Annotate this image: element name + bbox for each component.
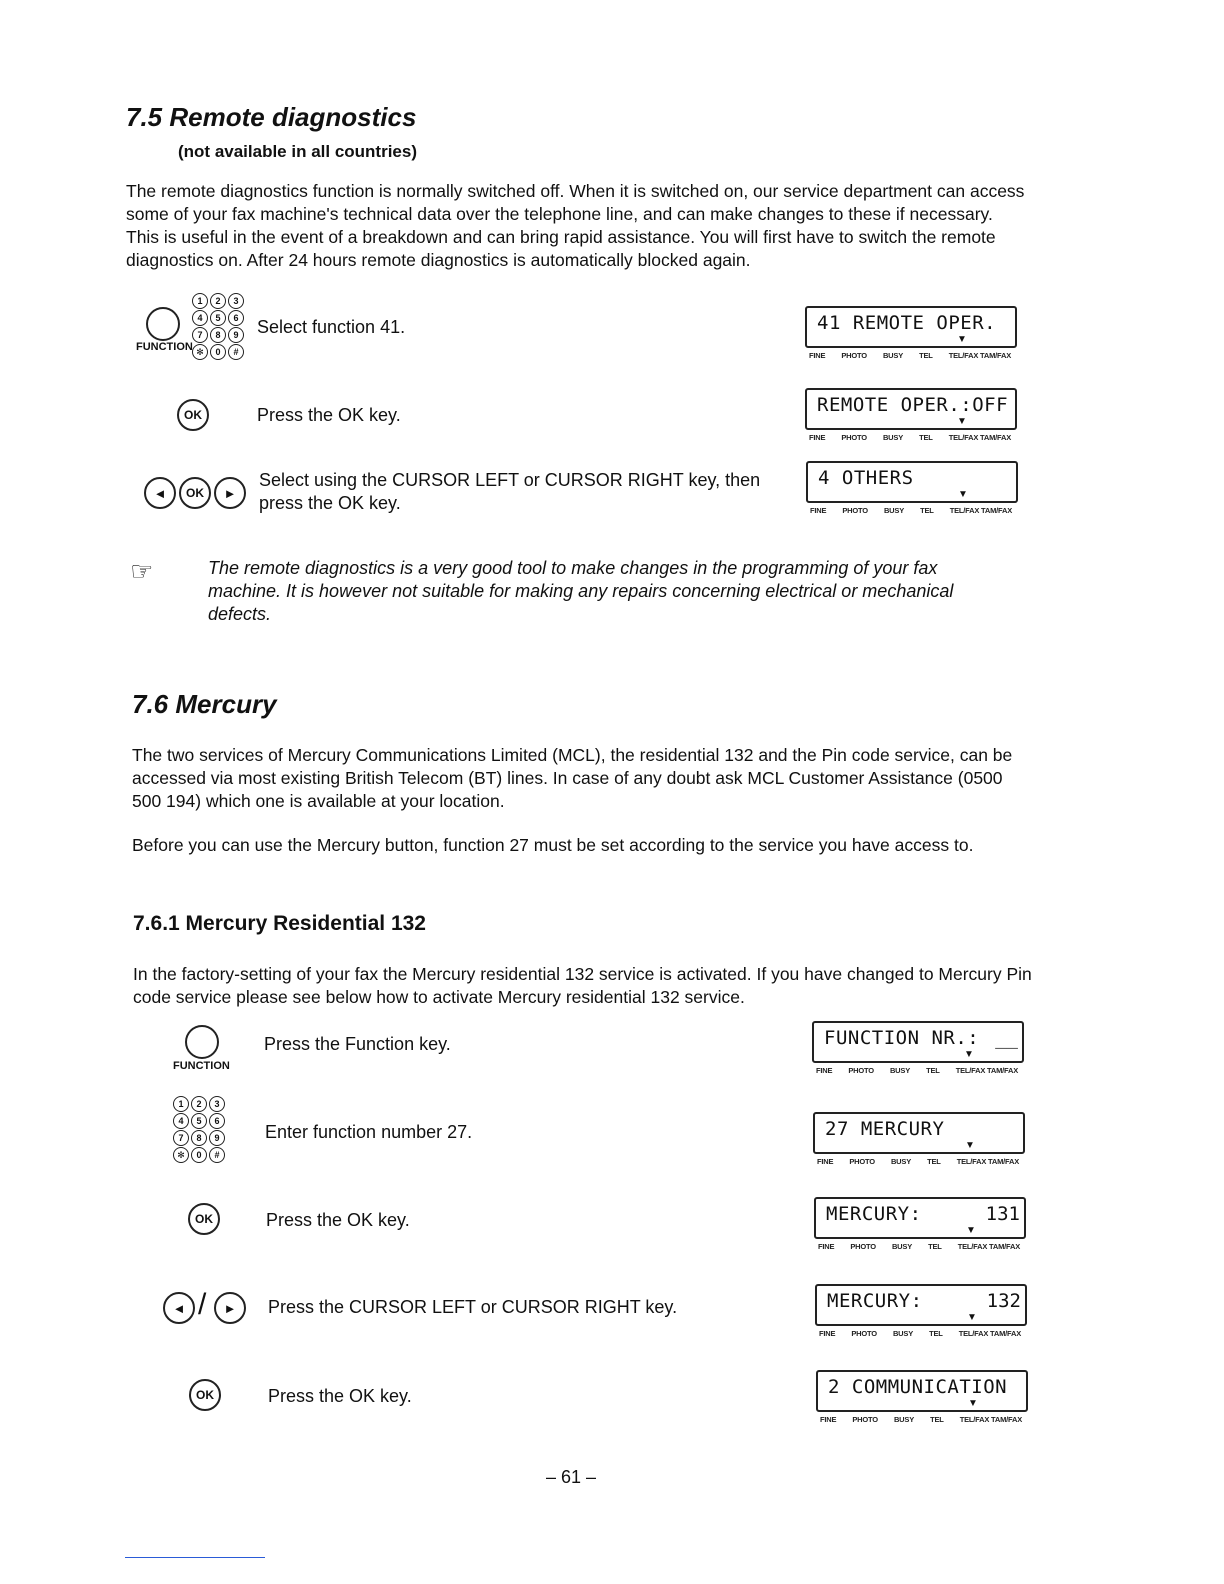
- cursor-left-icon: ◄: [163, 1292, 195, 1324]
- lcd-display: [813, 1112, 1025, 1166]
- section-7-6-title: 7.6 Mercury: [132, 689, 277, 719]
- function-key-label: FUNCTION: [136, 341, 193, 353]
- section-7-6-para1: The two services of Mercury Communications Limited (MCL), the residential 132 and the Pin code service, can be accessed via most existing British Telecom (BT) lines. In case of any doubt ask MCL Customer Assistance (0500 500 194) which one is available at your location.: [132, 745, 1013, 811]
- keypad-key: 1: [192, 293, 208, 309]
- lcd-text: 2 COMMUNICATION: [828, 1376, 1008, 1398]
- step-text: Press the OK key.: [266, 1210, 410, 1230]
- keypad-key: 5: [191, 1113, 207, 1129]
- lcd-arrow-icon: ▼: [965, 1140, 975, 1151]
- lcd-display: [815, 1284, 1027, 1338]
- keypad-key: 4: [173, 1113, 189, 1129]
- lcd-text: REMOTE OPER.:OFF: [817, 394, 1009, 416]
- keypad-key: ✻: [192, 344, 208, 360]
- keypad-icon: [192, 293, 246, 361]
- step-text: Press the OK key.: [257, 405, 401, 425]
- lcd-indicators: FINE PHOTO BUSY TEL TEL/FAX TAM/FAX: [819, 1329, 1021, 1338]
- lcd-arrow-icon: ▼: [958, 489, 968, 500]
- lcd-display: [812, 1021, 1024, 1075]
- lcd-display: [814, 1197, 1026, 1251]
- lcd-arrow-icon: ▼: [957, 334, 967, 345]
- lcd-indicators: FINE PHOTO BUSY TEL TEL/FAX TAM/FAX: [817, 1157, 1019, 1166]
- section-7-5-subtitle: (not available in all countries): [178, 142, 417, 161]
- section-7-5-title: 7.5 Remote diagnostics: [126, 102, 417, 132]
- lcd-text: MERCURY:: [827, 1290, 923, 1312]
- lcd-arrow-icon: ▼: [964, 1049, 974, 1060]
- keypad-key: 3: [228, 293, 244, 309]
- keypad-key: 6: [228, 310, 244, 326]
- keypad-key: ✻: [173, 1147, 189, 1163]
- note-text: The remote diagnostics is a very good tool to make changes in the programming of your fax machine. It is however not suitable for making any repairs concerning electrical or mechanical defects.: [208, 558, 954, 624]
- keypad-key: 2: [191, 1096, 207, 1112]
- keypad-key: 4: [192, 310, 208, 326]
- lcd-text: FUNCTION NR.:: [824, 1027, 980, 1049]
- keypad-icon: [173, 1096, 227, 1164]
- function-key-icon: [146, 307, 180, 341]
- lcd-indicators: FINE PHOTO BUSY TEL TEL/FAX TAM/FAX: [809, 351, 1011, 360]
- lcd-display: [806, 461, 1018, 515]
- keypad-key: 6: [209, 1113, 225, 1129]
- step-text: Press the Function key.: [264, 1034, 451, 1054]
- ok-key-icon: OK: [189, 1379, 221, 1411]
- step-text: Select function 41.: [257, 317, 406, 337]
- lcd-right-text: 132: [986, 1290, 1021, 1312]
- keypad-key: 0: [191, 1147, 207, 1163]
- lcd-arrow-icon: ▼: [966, 1225, 976, 1236]
- lcd-display: [816, 1370, 1028, 1424]
- lcd-arrow-icon: ▼: [968, 1398, 978, 1409]
- lcd-indicators: FINE PHOTO BUSY TEL TEL/FAX TAM/FAX: [816, 1066, 1018, 1075]
- keypad-key: 0: [210, 344, 226, 360]
- lcd-arrow-icon: ▼: [967, 1312, 977, 1323]
- cursor-right-icon: ►: [214, 477, 246, 509]
- slash-separator: /: [198, 1288, 207, 1321]
- ok-key-icon: OK: [188, 1203, 220, 1235]
- lcd-right-text: __: [995, 1027, 1018, 1049]
- keypad-key: 8: [210, 327, 226, 343]
- keypad-key: 5: [210, 310, 226, 326]
- pointing-hand-icon: ☞: [130, 556, 154, 586]
- keypad-key: 3: [209, 1096, 225, 1112]
- lcd-right-text: 131: [985, 1203, 1020, 1225]
- keypad-key: #: [209, 1147, 225, 1163]
- lcd-display: [805, 388, 1017, 442]
- lcd-indicators: FINE PHOTO BUSY TEL TEL/FAX TAM/FAX: [818, 1242, 1020, 1251]
- keypad-key: 7: [173, 1130, 189, 1146]
- lcd-indicators: FINE PHOTO BUSY TEL TEL/FAX TAM/FAX: [810, 506, 1012, 515]
- keypad-key: #: [228, 344, 244, 360]
- page-number: – 61 –: [546, 1467, 597, 1487]
- footer-rule: [125, 1557, 265, 1558]
- lcd-arrow-icon: ▼: [957, 416, 967, 427]
- keypad-key: 9: [209, 1130, 225, 1146]
- lcd-text: 41 REMOTE OPER.: [817, 312, 997, 334]
- keypad-key: 2: [210, 293, 226, 309]
- section-7-6-1-intro: In the factory-setting of your fax the Mercury residential 132 service is activated. If you have changed to Mercury Pin code service please see below how to activate Mercury residential 132 service.: [133, 964, 1032, 1007]
- section-7-5-intro: The remote diagnostics function is normally switched off. When it is switched on, our service department can access some of your fax machine's technical data over the telephone line, and can make changes to these if necessary. This is useful in the event of a breakdown and can bring rapid assistance. You will first have to switch the remote diagnostics on. After 24 hours remote diagnostics is automatically blocked again.: [126, 181, 1025, 270]
- lcd-indicators: FINE PHOTO BUSY TEL TEL/FAX TAM/FAX: [809, 433, 1011, 442]
- lcd-indicators: FINE PHOTO BUSY TEL TEL/FAX TAM/FAX: [820, 1415, 1022, 1424]
- keypad-key: 8: [191, 1130, 207, 1146]
- lcd-text: 4 OTHERS: [818, 467, 914, 489]
- step-text: Enter function number 27.: [265, 1122, 473, 1142]
- lcd-display: [805, 306, 1017, 360]
- cursor-left-icon: ◄: [144, 477, 176, 509]
- step-text: Press the CURSOR LEFT or CURSOR RIGHT key.: [268, 1297, 678, 1317]
- keypad-key: 7: [192, 327, 208, 343]
- cursor-right-icon: ►: [214, 1292, 246, 1324]
- ok-key-icon: OK: [179, 477, 211, 509]
- step-text: Select using the CURSOR LEFT or CURSOR RIGHT key, then press the OK key.: [259, 470, 761, 513]
- ok-key-icon: OK: [177, 399, 209, 431]
- keypad-key: 9: [228, 327, 244, 343]
- lcd-text: 27 MERCURY: [825, 1118, 945, 1140]
- lcd-text: MERCURY:: [826, 1203, 922, 1225]
- function-key-icon: [185, 1025, 219, 1059]
- function-key-label: FUNCTION: [173, 1060, 230, 1072]
- keypad-key: 1: [173, 1096, 189, 1112]
- section-7-6-para2: Before you can use the Mercury button, function 27 must be set according to the service you have access to.: [132, 835, 974, 855]
- section-7-6-1-title: 7.6.1 Mercury Residential 132: [133, 912, 426, 935]
- step-text: Press the OK key.: [268, 1386, 412, 1406]
